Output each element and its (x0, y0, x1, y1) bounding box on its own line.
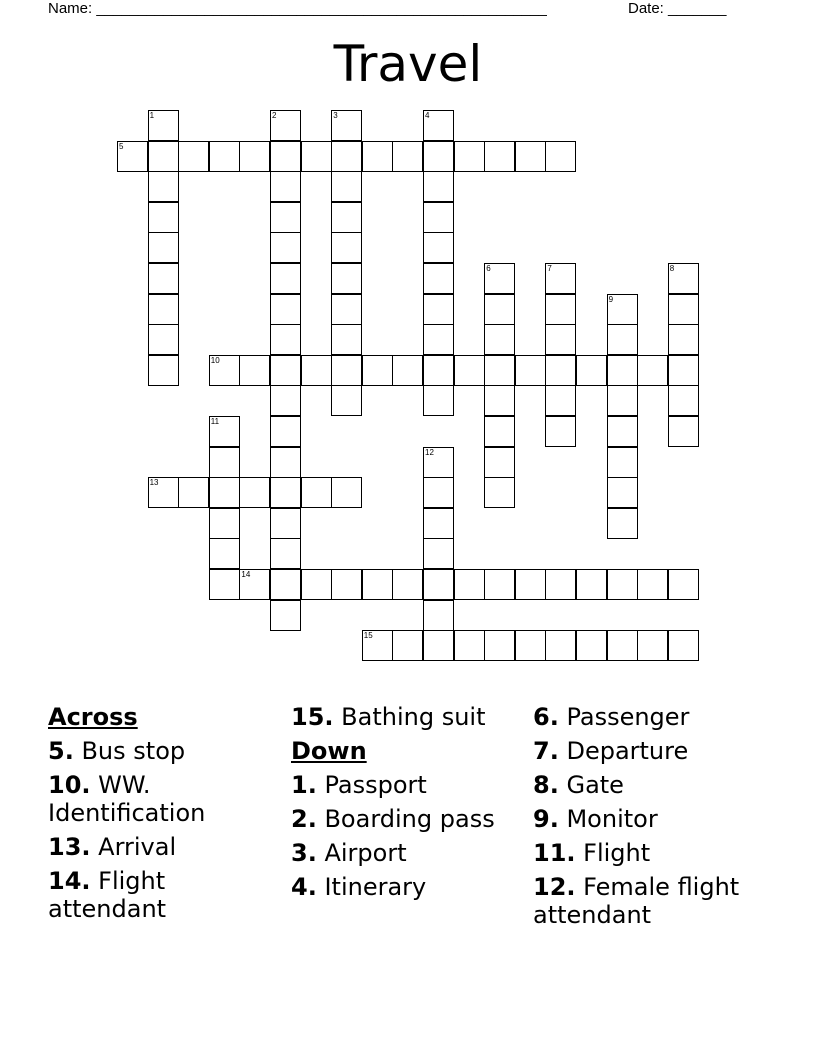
grid-cell[interactable] (545, 324, 576, 355)
cell-number: 14 (241, 570, 251, 579)
clue-down-12 (533, 873, 773, 929)
clue-number: 11. (533, 839, 576, 867)
grid-cell[interactable] (362, 355, 393, 386)
grid-cell[interactable] (423, 355, 454, 386)
clue-number: 14. (48, 867, 91, 895)
clue-text: Arrival (98, 833, 177, 861)
grid-cell[interactable] (117, 141, 148, 172)
grid-cell[interactable] (301, 569, 332, 600)
grid-cell[interactable] (668, 355, 699, 386)
grid-cell[interactable] (545, 630, 576, 661)
grid-cell[interactable] (515, 141, 546, 172)
grid-cell[interactable] (362, 141, 393, 172)
cell-number: 2 (272, 111, 277, 120)
clue-text: Flight attendant (48, 867, 167, 923)
grid-cell[interactable] (148, 141, 179, 172)
grid-cell[interactable] (423, 141, 454, 172)
grid-cell[interactable] (637, 630, 668, 661)
cell-number: 12 (425, 447, 434, 457)
grid-cell[interactable] (270, 141, 301, 172)
grid-cell[interactable] (270, 477, 301, 508)
grid-cell[interactable] (148, 110, 179, 141)
grid-cell[interactable] (362, 569, 393, 600)
grid-cell[interactable] (545, 416, 576, 447)
grid-cell[interactable] (239, 355, 270, 386)
grid-cell[interactable] (270, 355, 301, 386)
grid-cell[interactable] (545, 569, 576, 600)
grid-cell[interactable] (178, 141, 209, 172)
cell-number: 7 (547, 264, 552, 273)
grid-cell[interactable] (668, 416, 699, 447)
grid-cell[interactable] (301, 477, 332, 508)
grid-cell[interactable] (209, 477, 240, 508)
grid-cell[interactable] (484, 263, 515, 294)
grid-cell[interactable] (668, 630, 699, 661)
clue-down-6 (533, 703, 773, 731)
grid-cell[interactable] (607, 294, 638, 325)
clue-text: Boarding pass (324, 805, 495, 833)
grid-cell[interactable] (270, 263, 301, 294)
grid-cell[interactable] (637, 569, 668, 600)
grid-cell[interactable] (331, 477, 362, 508)
grid-cell[interactable] (484, 447, 515, 478)
cell-number: 13 (149, 478, 159, 488)
clue-across-10 (48, 771, 288, 827)
grid-cell[interactable] (545, 263, 576, 294)
grid-cell[interactable] (607, 630, 638, 661)
grid-cell[interactable] (270, 294, 301, 325)
grid-cell[interactable] (454, 569, 485, 600)
grid-cell[interactable] (331, 385, 362, 416)
clue-down-7 (533, 737, 773, 765)
clue-across-5 (48, 737, 288, 765)
grid-cell[interactable] (331, 569, 362, 600)
grid-cell[interactable] (209, 538, 240, 569)
grid-cell[interactable] (148, 232, 179, 263)
grid-cell[interactable] (239, 477, 270, 508)
cell-number: 5 (119, 141, 124, 151)
grid-cell[interactable] (331, 110, 362, 141)
grid-cell[interactable] (423, 263, 454, 294)
grid-cell[interactable] (331, 263, 362, 294)
clue-text: Departure (566, 737, 689, 765)
grid-cell[interactable] (392, 630, 423, 661)
grid-cell[interactable] (270, 385, 301, 416)
clue-text: WW. Identification (48, 771, 206, 827)
grid-cell[interactable] (270, 447, 301, 478)
clue-number: 2. (291, 805, 317, 833)
grid-cell[interactable] (209, 447, 240, 478)
clue-down-3 (291, 839, 531, 867)
grid-cell[interactable] (239, 141, 270, 172)
cell-number: 11 (210, 417, 220, 426)
clues-column-3 (533, 703, 773, 935)
grid-cell[interactable] (362, 630, 393, 661)
cell-number: 9 (608, 294, 614, 304)
grid-cell[interactable] (270, 171, 301, 202)
grid-cell[interactable] (576, 630, 607, 661)
grid-cell[interactable] (607, 569, 638, 600)
clue-text: Itinerary (324, 873, 427, 901)
clue-text: Passenger (566, 703, 690, 731)
clue-text: Airport (324, 839, 407, 867)
grid-cell[interactable] (423, 294, 454, 325)
grid-cell[interactable] (607, 447, 638, 478)
grid-cell[interactable] (423, 538, 454, 569)
clue-number: 13. (48, 833, 91, 861)
cell-number: 15 (363, 631, 373, 641)
grid-cell[interactable] (270, 232, 301, 263)
grid-cell[interactable] (576, 355, 607, 386)
grid-cell[interactable] (148, 324, 179, 355)
grid-cell[interactable] (423, 110, 454, 141)
grid-cell[interactable] (148, 477, 179, 508)
grid-cell[interactable] (484, 355, 515, 386)
grid-cell[interactable] (484, 569, 515, 600)
clue-down-8 (533, 771, 773, 799)
grid-cell[interactable] (484, 630, 515, 661)
grid-cell[interactable] (270, 110, 301, 141)
clue-text: Flight (583, 839, 651, 867)
grid-cell[interactable] (331, 294, 362, 325)
clues-column-2 (291, 703, 531, 907)
cell-number: 10 (210, 355, 220, 365)
grid-cell[interactable] (423, 171, 454, 202)
grid-cell[interactable] (270, 508, 301, 539)
grid-cell[interactable] (545, 385, 576, 416)
clue-text: Bathing suit (341, 703, 486, 731)
clue-number: 8. (533, 771, 559, 799)
grid-cell[interactable] (423, 630, 454, 661)
clue-across-14 (48, 867, 288, 923)
grid-cell[interactable] (423, 232, 454, 263)
grid-cell[interactable] (668, 294, 699, 325)
grid-cell[interactable] (454, 630, 485, 661)
grid-cell[interactable] (209, 569, 240, 600)
grid-cell[interactable] (545, 355, 576, 386)
clue-down-1 (291, 771, 531, 799)
grid-cell[interactable] (270, 538, 301, 569)
clue-text: Passport (324, 771, 427, 799)
grid-cell[interactable] (270, 202, 301, 233)
grid-cell[interactable] (668, 324, 699, 355)
grid-cell[interactable] (607, 324, 638, 355)
clue-number: 3. (291, 839, 317, 867)
grid-cell[interactable] (423, 385, 454, 416)
grid-cell[interactable] (668, 385, 699, 416)
grid-cell[interactable] (484, 477, 515, 508)
down-heading: Down (291, 737, 367, 765)
clue-number: 5. (48, 737, 74, 765)
cell-number: 4 (425, 111, 430, 120)
grid-cell[interactable] (148, 294, 179, 325)
grid-cell[interactable] (270, 416, 301, 447)
grid-cell[interactable] (576, 569, 607, 600)
grid-cell[interactable] (515, 569, 546, 600)
grid-cell[interactable] (545, 294, 576, 325)
grid-cell[interactable] (270, 600, 301, 631)
grid-cell[interactable] (607, 477, 638, 508)
grid-cell[interactable] (423, 202, 454, 233)
grid-cell[interactable] (392, 141, 423, 172)
grid-cell[interactable] (607, 416, 638, 447)
clue-number: 1. (291, 771, 317, 799)
grid-cell[interactable] (331, 171, 362, 202)
name-field: Name: ______________________________________________________ (48, 0, 547, 17)
cell-number: 8 (669, 264, 675, 273)
grid-cell[interactable] (423, 508, 454, 539)
grid-cell[interactable] (148, 202, 179, 233)
grid-cell[interactable] (331, 202, 362, 233)
cell-number: 6 (486, 264, 491, 273)
grid-cell[interactable] (392, 569, 423, 600)
grid-cell[interactable] (423, 324, 454, 355)
clue-down-9 (533, 805, 773, 833)
grid-cell[interactable] (209, 141, 240, 172)
grid-cell[interactable] (148, 355, 179, 386)
grid-cell[interactable] (423, 477, 454, 508)
grid-cell[interactable] (607, 385, 638, 416)
clue-number: 15. (291, 703, 334, 731)
grid-cell[interactable] (148, 171, 179, 202)
clue-number: 10. (48, 771, 91, 799)
grid-cell[interactable] (484, 385, 515, 416)
grid-cell[interactable] (392, 355, 423, 386)
grid-cell[interactable] (209, 508, 240, 539)
grid-cell[interactable] (515, 630, 546, 661)
grid-cell[interactable] (209, 355, 240, 386)
clue-text: Female flight attendant (533, 873, 740, 929)
grid-cell[interactable] (484, 416, 515, 447)
clue-number: 4. (291, 873, 317, 901)
grid-cell[interactable] (209, 416, 240, 447)
grid-cell[interactable] (331, 232, 362, 263)
grid-cell[interactable] (515, 355, 546, 386)
date-field: Date: _______ (628, 0, 727, 17)
grid-cell[interactable] (423, 600, 454, 631)
clue-across-13 (48, 833, 288, 861)
grid-cell[interactable] (484, 294, 515, 325)
clues-column-1 (48, 703, 288, 929)
grid-cell[interactable] (331, 324, 362, 355)
grid-cell[interactable] (454, 355, 485, 386)
across-heading: Across (48, 703, 138, 731)
grid-cell[interactable] (331, 355, 362, 386)
grid-cell[interactable] (545, 141, 576, 172)
clue-number: 6. (533, 703, 559, 731)
grid-cell[interactable] (484, 324, 515, 355)
grid-cell[interactable] (270, 569, 301, 600)
grid-cell[interactable] (637, 355, 668, 386)
clue-across-15 (291, 703, 531, 731)
cell-number: 1 (149, 111, 155, 120)
clue-number: 9. (533, 805, 559, 833)
clue-number: 12. (533, 873, 576, 901)
grid-cell[interactable] (668, 263, 699, 294)
grid-cell[interactable] (423, 569, 454, 600)
clue-text: Monitor (566, 805, 658, 833)
grid-cell[interactable] (178, 477, 209, 508)
clue-text: Gate (566, 771, 624, 799)
grid-cell[interactable] (607, 508, 638, 539)
clue-down-2 (291, 805, 531, 833)
clue-down-4 (291, 873, 531, 901)
clue-text: Bus stop (81, 737, 186, 765)
grid-cell[interactable] (607, 355, 638, 386)
grid-cell[interactable] (301, 141, 332, 172)
grid-cell[interactable] (454, 141, 485, 172)
puzzle-title: Travel (333, 35, 483, 93)
grid-cell[interactable] (270, 324, 301, 355)
clue-number: 7. (533, 737, 559, 765)
grid-cell[interactable] (668, 569, 699, 600)
grid-cell[interactable] (423, 447, 454, 478)
grid-cell[interactable] (301, 355, 332, 386)
grid-cell[interactable] (484, 141, 515, 172)
grid-cell[interactable] (331, 141, 362, 172)
grid-cell[interactable] (239, 569, 270, 600)
cell-number: 3 (333, 111, 338, 120)
clue-down-11 (533, 839, 773, 867)
grid-cell[interactable] (148, 263, 179, 294)
